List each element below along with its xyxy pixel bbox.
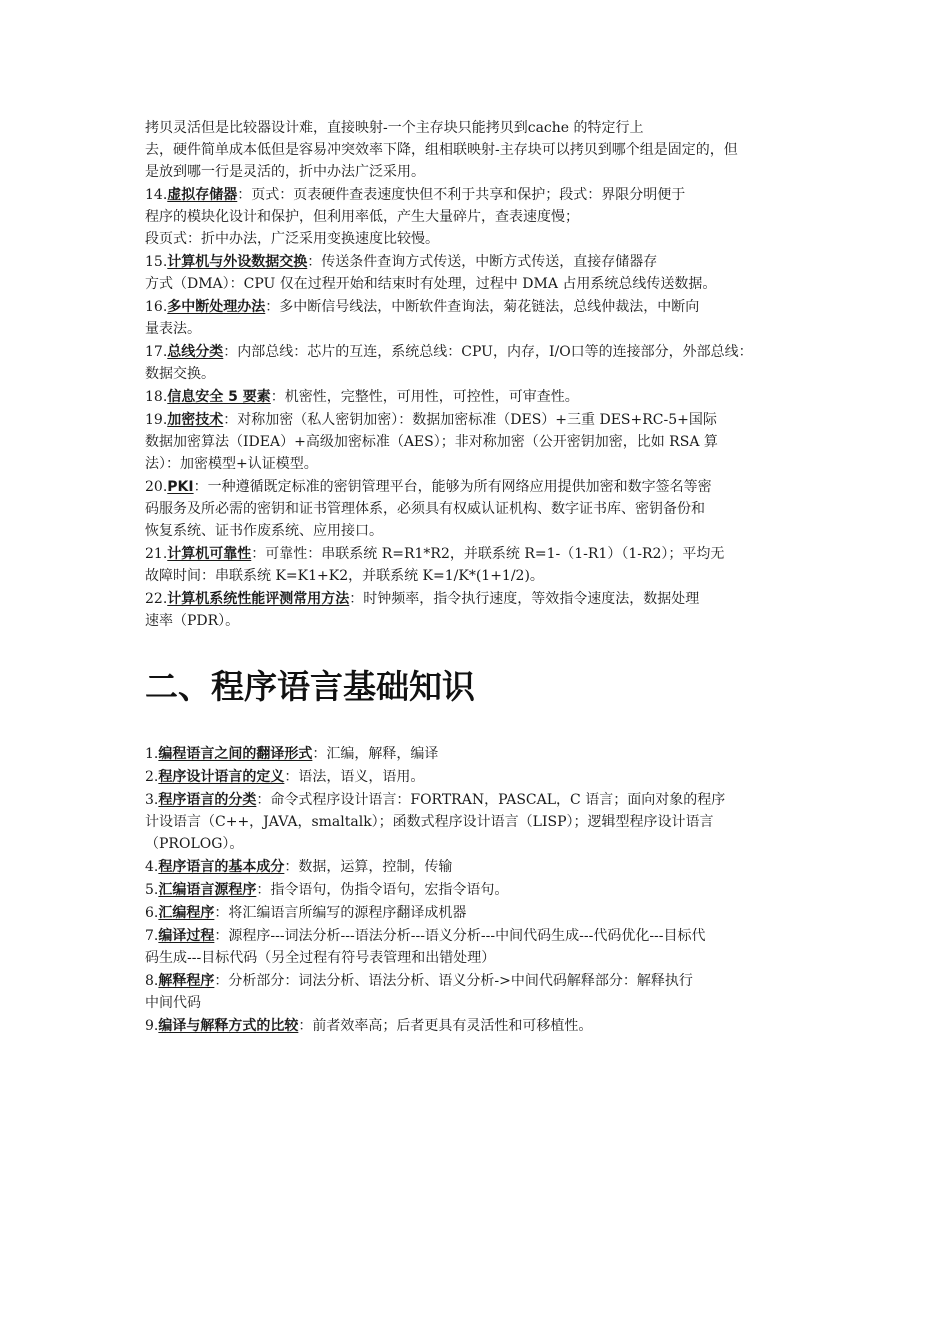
item-line [145, 409, 810, 431]
item-text: 码服务及所必需的密钥和证书管理体系，必须具有权威认证机构、数字证书库、密钥备份和 [145, 501, 705, 517]
item-text: ：命令式程序设计语言：FORTRAN，PASCAL，C 语言；面向对象的程序 [256, 792, 726, 808]
item-term: 计算机可靠性 [167, 546, 252, 562]
item-line [145, 543, 810, 565]
item-line [145, 386, 810, 408]
item-term: 加密技术 [167, 412, 224, 428]
item-text: 数据交换。 [145, 366, 215, 382]
item-line [145, 856, 810, 878]
item-number: 19. [145, 412, 168, 428]
item-text: ：内部总线：芯片的互连，系统总线：CPU，内存，I/O口等的连接部分，外部总线： [223, 344, 753, 360]
item-line [145, 743, 810, 765]
item-text: 恢复系统、证书作废系统、应用接口。 [145, 523, 383, 539]
item-number: 6. [145, 905, 159, 921]
item-text: 段页式：折中办法，广泛采用变换速度比较慢。 [145, 231, 439, 247]
item-text: ：可靠性：串联系统 R=R1*R2，并联系统 R=1-（1-R1）（1-R2）；平均无 [251, 546, 725, 562]
item-term: 多中断处理办法 [167, 299, 266, 315]
item-text: ：指令语句，伪指令语句，宏指令语句。 [256, 882, 509, 898]
list-item [145, 856, 810, 878]
item-line [145, 588, 810, 610]
item-line [145, 251, 810, 273]
section1 [145, 117, 810, 632]
item-text: 方式（DMA）：CPU 仅在过程开始和结束时有处理，过程中 DMA 占用系统总线传送数据。 [145, 276, 717, 292]
item-line [145, 766, 810, 788]
item-term: 汇编程序 [158, 905, 215, 921]
item-text: 数据加密算法（IDEA）+高级加密标准（AES）；非对称加密（公开密钥加密，比如 RSA 算 [145, 434, 718, 450]
item-line [145, 947, 810, 969]
item-number: 2. [145, 769, 159, 785]
item-number: 17. [145, 344, 168, 360]
item-term: 程序设计语言的定义 [158, 769, 285, 785]
item-text: 量表法。 [145, 321, 201, 337]
item-term: 虚拟存储器 [167, 187, 238, 203]
list-item [145, 1015, 810, 1037]
item-text: ：一种遵循既定标准的密钥管理平台，能够为所有网络应用提供加密和数字签名等密 [193, 479, 712, 495]
item-line [145, 789, 810, 811]
item-line [145, 902, 810, 924]
item-text: 程序的模块化设计和保护，但利用率低，产生大量碎片，查表速度慢； [145, 209, 579, 225]
item-text: ：传送条件查询方式传送，中断方式传送，直接存储器存 [307, 254, 658, 270]
list-item [145, 925, 810, 969]
paragraph-line: 是放到哪一行是灵活的，折中办法广泛采用。 [145, 164, 425, 180]
item-term: 编译过程 [158, 928, 215, 944]
item-number: 20. [145, 479, 168, 495]
item-number: 21. [145, 546, 168, 562]
item-line [145, 879, 810, 901]
list-item [145, 766, 810, 788]
item-text: ：数据，运算，控制，传输 [284, 859, 453, 875]
list-item [145, 902, 810, 924]
section-heading: 二、程序语言基础知识 [145, 667, 475, 706]
item-number: 8. [145, 973, 159, 989]
item-number: 4. [145, 859, 159, 875]
item-text: 中间代码 [145, 995, 201, 1011]
item-term: 汇编语言源程序 [158, 882, 257, 898]
item-term: 计算机与外设数据交换 [167, 254, 308, 270]
item-line [145, 296, 810, 318]
item-text: 速率（PDR）。 [145, 613, 240, 629]
item-text: ：源程序---词法分析---语法分析---语义分析---中间代码生成---代码优化---目标代 [214, 928, 706, 944]
item-line [145, 453, 810, 475]
item-line [145, 811, 810, 833]
item-line [145, 363, 810, 385]
item-number: 9. [145, 1018, 159, 1034]
list-item [145, 789, 810, 855]
item-term: 程序语言的分类 [158, 792, 257, 808]
item-line [145, 833, 810, 855]
item-text: ：对称加密（私人密钥加密）：数据加密标准（DES）+三重 DES+RC-5+国际 [223, 412, 717, 428]
item-term: 解释程序 [158, 973, 215, 989]
item-term: 信息安全 5 要素 [167, 389, 271, 405]
paragraph-line: 拷贝灵活但是比较器设计难，直接映射-一个主存块只能拷贝到cache 的特定行上 [145, 120, 644, 136]
item-number: 1. [145, 746, 159, 762]
item-text: ：语法，语义，语用。 [284, 769, 425, 785]
item-text: ：时钟频率，指令执行速度，等效指令速度法，数据处理 [349, 591, 700, 607]
item-line [145, 228, 810, 250]
item-text: 法）：加密模型+认证模型。 [145, 456, 318, 472]
item-text: ：将汇编语言所编写的源程序翻译成机器 [214, 905, 467, 921]
item-term: 编程语言之间的翻译形式 [158, 746, 313, 762]
list-item [145, 588, 810, 632]
item-number: 15. [145, 254, 168, 270]
item-number: 18. [145, 389, 168, 405]
item-text: ：前者效率高；后者更具有灵活性和可移植性。 [298, 1018, 593, 1034]
item-line [145, 273, 810, 295]
item-term: 总线分类 [167, 344, 224, 360]
list-item [145, 543, 810, 587]
item-text: （PROLOG）。 [145, 836, 244, 852]
item-line [145, 992, 810, 1014]
item-text: 故障时间：串联系统 K=K1+K2，并联系统 K=1/K*(1+1/2)。 [145, 568, 544, 584]
list-item [145, 743, 810, 765]
item-text: 计设语言（C++，JAVA，smaltalk）；函数式程序设计语言（LISP）；逻辑型程序设计语言 [145, 814, 714, 830]
item-line [145, 318, 810, 340]
item-term: PKI [167, 479, 194, 495]
list-item [145, 251, 810, 295]
list-item [145, 296, 810, 340]
item-number: 5. [145, 882, 159, 898]
section2 [145, 742, 810, 1037]
item-text: 码生成---目标代码（另全过程有符号表管理和出错处理） [145, 950, 496, 966]
item-term: 程序语言的基本成分 [158, 859, 285, 875]
item-text: ：分析部分：词法分析、语法分析、语义分析->中间代码解释部分：解释执行 [214, 973, 693, 989]
list-item [145, 184, 810, 250]
item-line [145, 476, 810, 498]
item-text: ：机密性，完整性，可用性，可控性，可审查性。 [270, 389, 579, 405]
item-number: 7. [145, 928, 159, 944]
list-item [145, 879, 810, 901]
item-number: 22. [145, 591, 168, 607]
item-term: 编译与解释方式的比较 [158, 1018, 299, 1034]
list-item [145, 409, 810, 475]
item-line [145, 341, 810, 363]
item-line [145, 925, 810, 947]
item-line [145, 520, 810, 542]
item-line [145, 431, 810, 453]
item-number: 14. [145, 187, 168, 203]
list-item [145, 970, 810, 1014]
item-line [145, 184, 810, 206]
item-line [145, 610, 810, 632]
item-number: 3. [145, 792, 159, 808]
item-line [145, 498, 810, 520]
item-line [145, 970, 810, 992]
item-term: 计算机系统性能评测常用方法 [167, 591, 350, 607]
item-text: ：汇编，解释，编译 [312, 746, 439, 762]
item-text: ：多中断信号线法，中断软件查询法，菊花链法，总线仲裁法，中断向 [265, 299, 700, 315]
item-line [145, 565, 810, 587]
item-line [145, 206, 810, 228]
item-line [145, 1015, 810, 1037]
list-item [145, 386, 810, 408]
list-item [145, 341, 810, 385]
list-item [145, 476, 810, 542]
item-number: 16. [145, 299, 168, 315]
paragraph-line: 去，硬件简单成本低但是容易冲突效率下降，组相联映射-主存块可以拷贝到哪个组是固定的，但 [145, 142, 738, 158]
item-text: ：页式：页表硬件查表速度快但不利于共享和保护；段式：界限分明便于 [237, 187, 686, 203]
